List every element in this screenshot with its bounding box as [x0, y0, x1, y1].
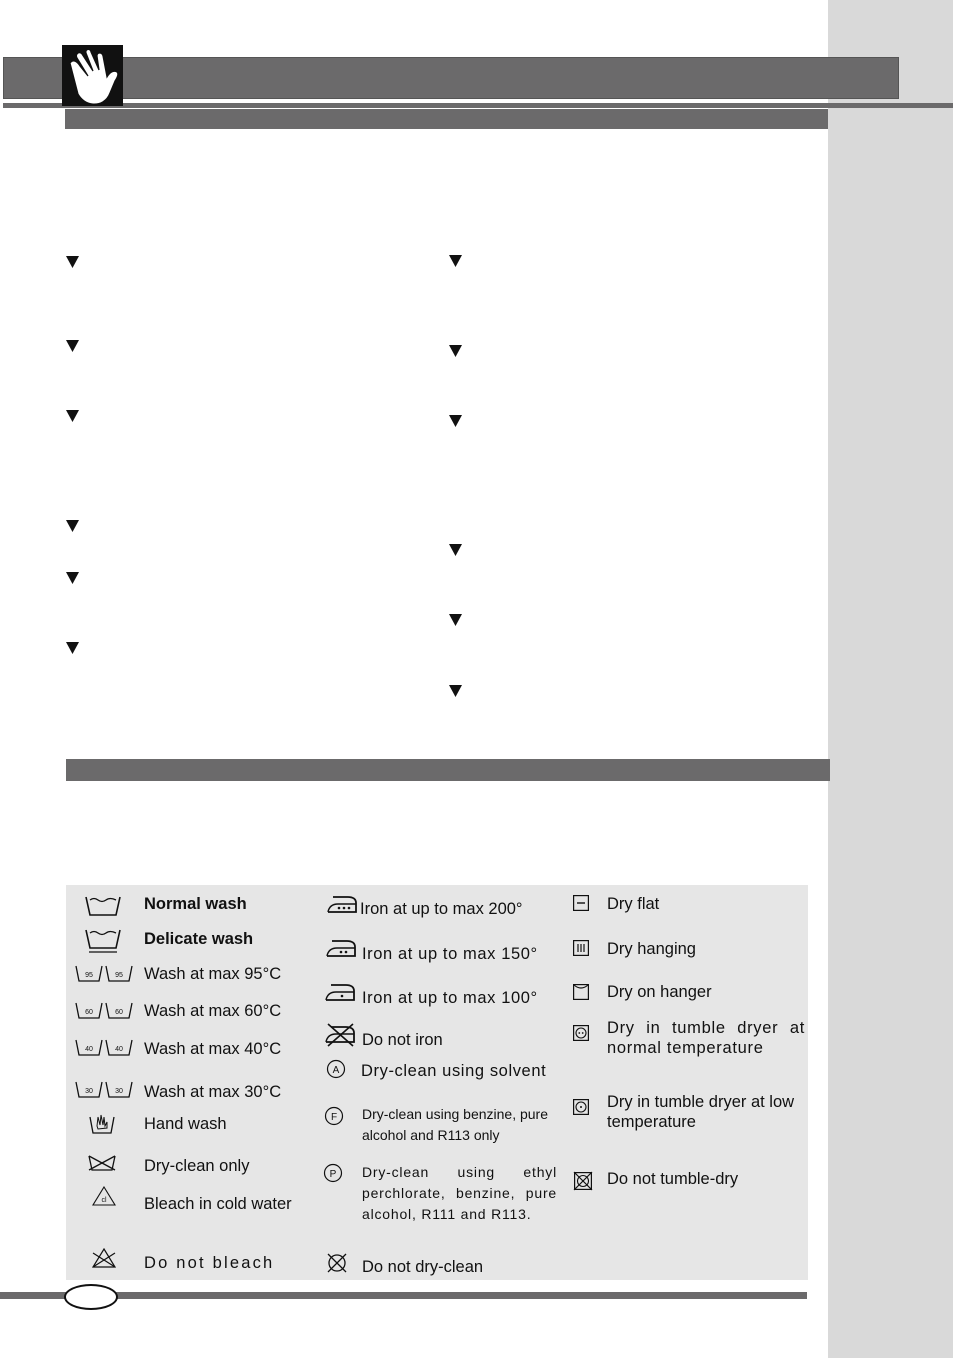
- dry-on-hanger-icon: [573, 984, 589, 1005]
- care-label: Delicate wash: [144, 930, 254, 948]
- bullet-icon: [66, 256, 80, 268]
- dry-hanging-icon: [573, 940, 589, 961]
- care-label: Do not iron: [362, 1031, 443, 1049]
- temp-mark: 95: [85, 972, 93, 979]
- no-dryclean-icon: [326, 1252, 348, 1279]
- care-label: Wash at max 95°C: [144, 965, 282, 983]
- temp-mark: 40: [115, 1046, 123, 1053]
- dryclean-mark: F: [330, 1112, 338, 1123]
- dryclean-mark: A: [332, 1065, 340, 1076]
- care-label: Dry in tumble dryer at low temperature: [607, 1093, 795, 1131]
- washtub-30-icon: [75, 1081, 133, 1104]
- temp-mark: 30: [85, 1088, 93, 1095]
- care-label: Iron at up to max 100°: [362, 989, 538, 1007]
- bullet-icon: [66, 410, 80, 422]
- header-rule: [3, 103, 953, 108]
- bullet-icon: [66, 642, 80, 654]
- iron-2dots-icon: [325, 939, 357, 964]
- temp-mark: 95: [115, 972, 123, 979]
- footer-rule: [0, 1292, 807, 1299]
- section-bar-top: [65, 109, 828, 129]
- circle-f-icon: [324, 1106, 344, 1131]
- washtub-95-icon: [75, 965, 133, 988]
- care-label: Dry flat: [607, 895, 660, 913]
- washtub-icon: [85, 895, 121, 922]
- care-label: Bleach in cold water: [144, 1195, 292, 1213]
- no-bleach-icon: [91, 1248, 117, 1273]
- no-iron-icon: [324, 1023, 356, 1052]
- bullet-icon: [66, 572, 80, 584]
- care-label: Dry on hanger: [607, 983, 712, 1001]
- care-label: Iron at up to max 200°: [360, 900, 523, 918]
- page-number-oval: [64, 1284, 118, 1310]
- care-label: Hand wash: [144, 1115, 227, 1133]
- temp-mark: 30: [115, 1088, 123, 1095]
- circle-a-icon: [326, 1059, 346, 1084]
- header-bar: [3, 57, 899, 99]
- care-label: Dry-clean using ethyl perchlorate, benzine, pure alcohol, R111 and R113.: [362, 1164, 557, 1222]
- care-label: Wash at max 40°C: [144, 1040, 282, 1058]
- dryclean-mark: P: [329, 1169, 337, 1180]
- bullet-icon: [449, 544, 463, 556]
- care-label: Do not dry-clean: [362, 1258, 484, 1276]
- tumble-normal-icon: [573, 1025, 589, 1046]
- care-symbols-panel: [66, 885, 808, 1280]
- dry-flat-icon: [573, 895, 589, 916]
- iron-1dot-icon: [324, 983, 356, 1008]
- care-label: Dry in tumble dryer at normal temperature: [607, 1019, 805, 1057]
- bullet-icon: [449, 614, 463, 626]
- bleach-mark: cl: [101, 1197, 107, 1204]
- washtub-40-icon: [75, 1039, 133, 1062]
- iron-3dots-icon: [326, 895, 358, 920]
- care-label: Dry-clean using benzine, pure alcohol and R113 only: [362, 1106, 548, 1143]
- bullet-icon: [449, 685, 463, 697]
- temp-mark: 40: [85, 1046, 93, 1053]
- hand-wash-icon: [89, 1113, 115, 1140]
- care-label: Do not bleach: [144, 1254, 275, 1272]
- section-bar-care: [66, 759, 830, 781]
- bullet-icon: [449, 255, 463, 267]
- care-label: Dry-clean using solvent: [361, 1062, 547, 1080]
- washtub-60-icon: [75, 1002, 133, 1025]
- care-label: Iron at up to max 150°: [362, 945, 538, 963]
- care-label: Dry hanging: [607, 940, 696, 958]
- care-label: Wash at max 60°C: [144, 1002, 282, 1020]
- tumble-low-icon: [573, 1099, 589, 1120]
- bullet-icon: [66, 340, 80, 352]
- side-panel: [828, 0, 953, 1358]
- hand-icon: [62, 45, 123, 106]
- bullet-icon: [449, 345, 463, 357]
- no-tumble-icon: [573, 1171, 593, 1196]
- bullet-icon: [449, 415, 463, 427]
- temp-mark: 60: [85, 1009, 93, 1016]
- bullet-icon: [66, 520, 80, 532]
- circle-p-icon: [323, 1163, 343, 1188]
- temp-mark: 60: [115, 1009, 123, 1016]
- care-label: Do not tumble-dry: [607, 1170, 739, 1188]
- crossed-tub-icon: [88, 1154, 116, 1177]
- care-label: Wash at max 30°C: [144, 1083, 282, 1101]
- washtub-delicate-icon: [85, 928, 121, 959]
- care-label: Normal wash: [144, 895, 247, 913]
- bleach-cl-icon: [92, 1186, 116, 1211]
- care-label: Dry-clean only: [144, 1157, 250, 1175]
